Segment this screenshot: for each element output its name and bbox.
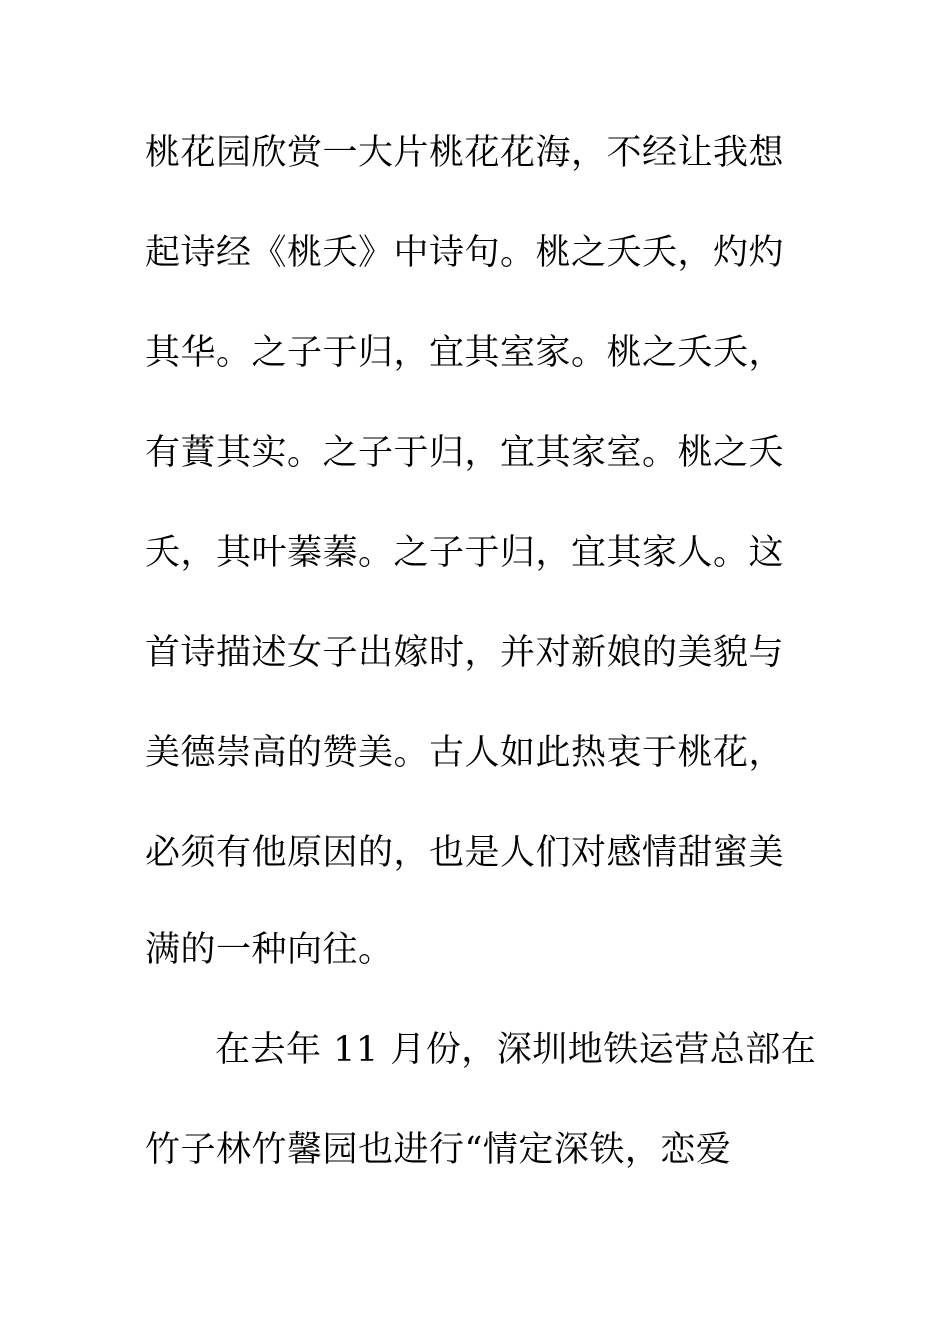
text-line: 满的一种向往。 <box>145 930 394 970</box>
text-line: 必须有他原因的，也是人们对感情甜蜜美 <box>145 833 785 873</box>
text-line: 美德崇高的赞美。古人如此热衷于桃花， <box>145 733 785 773</box>
paragraph-start-line: 在去年 11 月份，深圳地铁运营总部在 <box>215 1030 817 1070</box>
text-line: 首诗描述女子出嫁时，并对新娘的美貌与 <box>145 633 785 673</box>
text-line: 夭，其叶蓁蓁。之子于归，宜其家人。这 <box>145 533 785 573</box>
text-line: 起诗经《桃夭》中诗句。桃之夭夭，灼灼 <box>145 233 785 273</box>
text-line: 竹子林竹馨园也进行“情定深铁，恋爱 <box>145 1130 732 1170</box>
text-line: 有蕡其实。之子于归，宜其家室。桃之夭 <box>145 433 785 473</box>
text-line: 其华。之子于归，宜其室家。桃之夭夭， <box>145 333 785 373</box>
text-line: 桃花园欣赏一大片桃花花海，不经让我想 <box>145 133 785 173</box>
